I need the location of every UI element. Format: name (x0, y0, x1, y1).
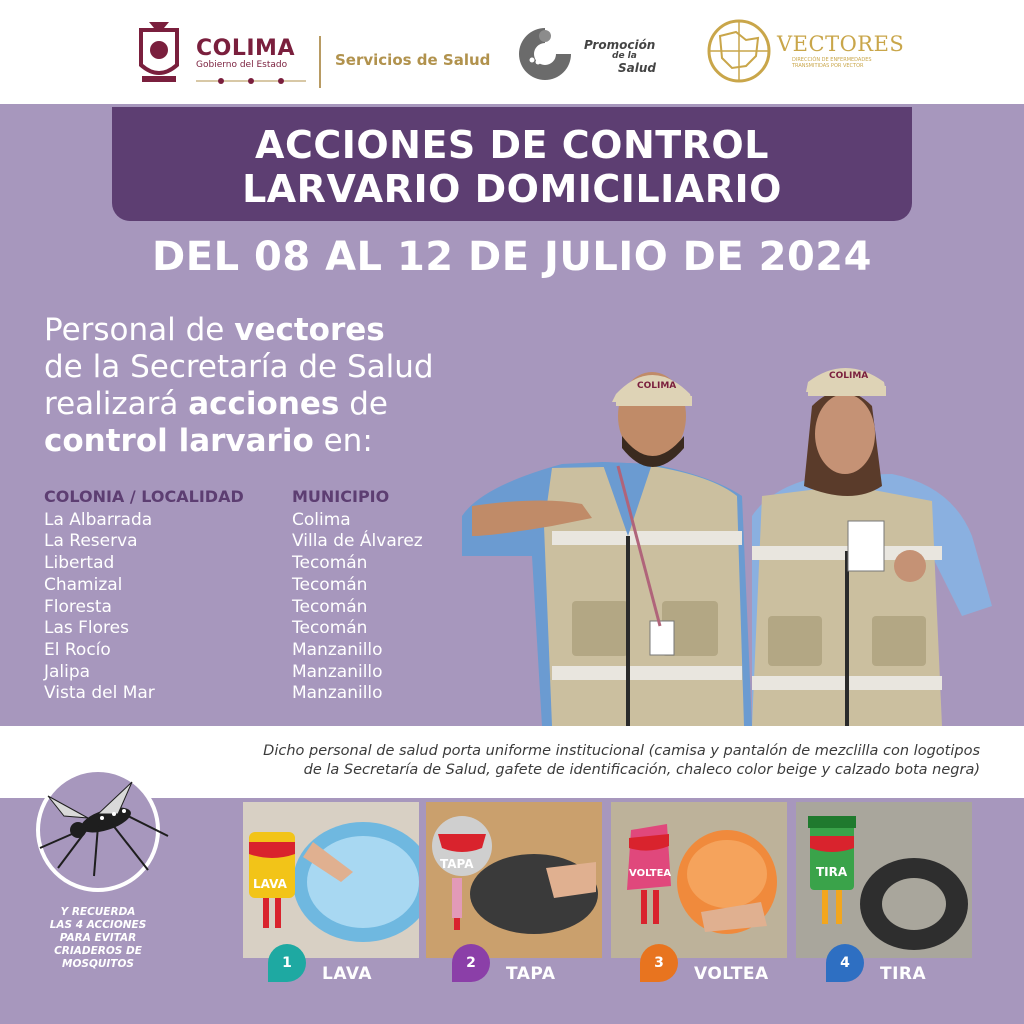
woman-figure (752, 368, 992, 726)
step-label: LAVA (322, 964, 372, 984)
uniform-notice (80, 742, 980, 780)
municipio-cell: Manzanillo (292, 683, 383, 704)
step-label: VOLTEA (694, 964, 769, 984)
servicios-de-salud-label: Servicios de Salud (335, 51, 491, 69)
vectores-subtitle: DIRECCIÓN DE ENFERMEDADES TRANSMITIDAS POR VECTOR (792, 57, 872, 69)
lava-card (243, 802, 419, 958)
municipio-column (292, 486, 423, 705)
promocion-salud-logo-icon (516, 24, 574, 84)
municipio-header: MUNICIPIO (292, 487, 390, 506)
municipio-cell: Colima (292, 509, 351, 530)
colima-coat-of-arms-icon (134, 18, 184, 86)
step-number-badge: 3 (640, 944, 678, 982)
tapa-illustration (426, 802, 602, 958)
colonia-cell: Libertad (44, 553, 115, 574)
municipio-cell: Villa de Álvarez (292, 531, 423, 552)
colonia-cell: Las Flores (44, 618, 129, 639)
health-workers-photo (452, 336, 1000, 726)
uniform-notice-line-2: de la Secretaría de Salud, gafete de identificación, chaleco color beige y calzado bota negra) (303, 762, 980, 778)
voltea-card (611, 802, 787, 958)
colonia-cell: La Albarrada (44, 509, 153, 530)
colima-subtitle: Gobierno del Estado (196, 60, 288, 70)
lava-mascot-text: LAVA (253, 877, 287, 891)
cap-logo-2: COLIMA (829, 371, 869, 381)
promo-line-3: Salud (618, 61, 656, 75)
lead-bold-vectores: vectores (234, 312, 385, 348)
colonia-header: COLONIA / LOCALIDAD (44, 487, 244, 506)
step-number-badge: 2 (452, 944, 490, 982)
tira-illustration (796, 802, 972, 958)
promo-line-1: Promoción (584, 38, 656, 52)
promocion-salud-text (584, 38, 656, 75)
cap-logo-1: COLIMA (637, 381, 677, 391)
uniform-notice-line-1: Dicho personal de salud porta uniforme institucional (camisa y pantalón de mezclilla con logotipos (263, 743, 980, 759)
vectores-title: VECTORES (777, 32, 905, 56)
lead-text: en: (313, 423, 373, 459)
municipio-cell: Tecomán (292, 553, 368, 574)
remember-line: CRIADEROS DE (54, 945, 142, 957)
municipio-cell: Tecomán (292, 574, 368, 595)
tapa-card (426, 802, 602, 958)
colonia-cell: Vista del Mar (44, 683, 155, 704)
date-range: DEL 08 AL 12 DE JULIO DE 2024 (152, 234, 872, 280)
municipio-cell: Manzanillo (292, 639, 383, 660)
lead-text: de (339, 386, 388, 422)
vectores-map-icon (706, 18, 772, 84)
colonia-cell: Jalipa (44, 661, 91, 682)
remember-line: Y RECUERDA (60, 906, 136, 918)
lead-text: Personal de (44, 312, 235, 348)
step-label: TIRA (880, 964, 927, 984)
municipio-cell: Tecomán (292, 596, 368, 617)
remember-line: PARA EVITAR (59, 932, 137, 944)
municipio-cell: Tecomán (292, 618, 368, 639)
lead-bold-acciones: acciones (188, 386, 340, 422)
man-figure (462, 372, 752, 726)
tapa-mascot-text: TAPA (440, 857, 474, 871)
colima-title: COLIMA (196, 36, 295, 61)
colonia-cell: La Reserva (44, 531, 138, 552)
lava-illustration (243, 802, 419, 958)
promo-line-2: de la (612, 51, 637, 61)
title-line-1: ACCIONES DE CONTROL (255, 123, 769, 167)
step-number-badge: 4 (826, 944, 864, 982)
lead-bold-control: control larvario (44, 423, 314, 459)
voltea-mascot-text: VOLTEA (629, 868, 672, 879)
remember-line: MOSQUITOS (62, 958, 134, 970)
header-divider (319, 36, 321, 88)
colima-brand (196, 38, 306, 90)
remember-text (36, 906, 160, 971)
ornament-icon (196, 76, 306, 86)
tira-card (796, 802, 972, 958)
voltea-illustration (611, 802, 787, 958)
colonia-cell: El Rocío (44, 639, 111, 660)
remember-line: LAS 4 ACCIONES (49, 919, 147, 931)
colonia-cell: Chamizal (44, 574, 123, 595)
colonia-column (44, 486, 244, 705)
municipio-cell: Manzanillo (292, 661, 383, 682)
lead-text: realizará (44, 386, 189, 422)
title-line-2: LARVARIO DOMICILIARIO (242, 167, 782, 211)
step-number-badge: 1 (268, 944, 306, 982)
mosquito-icon (28, 778, 178, 878)
title-box (112, 107, 912, 221)
lead-text: de la Secretaría de Salud (44, 349, 434, 385)
lead-paragraph (44, 312, 514, 460)
step-label: TAPA (506, 964, 556, 984)
colonia-cell: Floresta (44, 596, 112, 617)
header-bar (0, 0, 1024, 104)
tira-mascot-text: TIRA (816, 865, 848, 879)
